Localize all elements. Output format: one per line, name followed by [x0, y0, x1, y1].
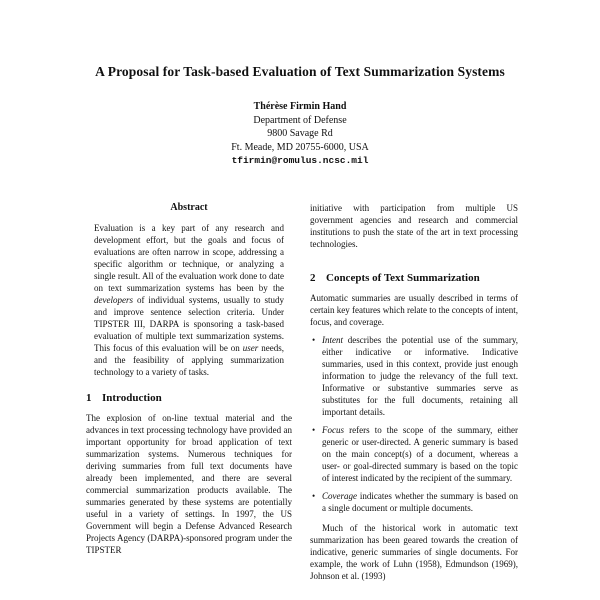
section-2-heading: [310, 272, 518, 284]
abstract-text-part3: needs, and the feasibility of applying summarization technology to a variety of tasks.: [94, 343, 284, 377]
list-item-focus: [310, 424, 518, 484]
section-2-intro: Automatic summaries are usually described in terms of certain key features which relate to the concepts of intent, focus, and coverage.: [310, 293, 518, 327]
abstract-text: [94, 222, 284, 378]
abstract-emph-developers: developers: [94, 295, 133, 305]
concepts-list: [310, 334, 518, 514]
bullet-icon: •: [312, 491, 316, 501]
abstract-text-part2: of individual systems, usually to study and improve sentence selection criteria. Under TIPSTER III, DARPA is sponsoring a task-based evaluation of multiple text summarization systems. This focus of this evaluation will be on: [94, 295, 284, 353]
section-1-heading: [86, 392, 292, 404]
section-2-number: 2: [310, 272, 316, 284]
term-intent: Intent: [322, 335, 343, 345]
author-address-line2: Ft. Meade, MD 20755-6000, USA: [231, 141, 369, 153]
author-email: tfirmin@romulus.ncsc.mil: [231, 155, 369, 166]
author-affiliation: Department of Defense: [253, 114, 347, 126]
paper-title: A Proposal for Task-based Evaluation of Text Summarization Systems: [95, 64, 505, 79]
bullet-icon: •: [312, 335, 316, 345]
abstract-heading: Abstract: [170, 202, 208, 213]
right-column: [310, 202, 518, 582]
section-1-number: 1: [86, 392, 92, 404]
term-coverage: Coverage: [322, 491, 357, 501]
section-1-text: The explosion of on-line textual material and the advances in text processing technology have provided an important opportunity for broad application of text summarization systems. Numerous techniques for deriving summaries from full text documents have already been implemented, and there are several commercial summarization products available. The summaries generated by these systems are potentially useful in a variety of settings. In 1997, the US Government will begin a Defense Advanced Research Projects Agency (DARPA)-sponsored program under the TIPSTER: [86, 413, 292, 555]
author-name: Thérèse Firmin Hand: [253, 101, 347, 112]
list-item-coverage: [310, 490, 518, 514]
list-item-intent: [310, 334, 518, 418]
bullet-icon: •: [312, 425, 316, 435]
author-address-line1: 9800 Savage Rd: [267, 128, 333, 139]
text-coverage: indicates whether the summary is based on a single document or multiple documents.: [322, 491, 518, 513]
abstract-emph-user: user: [242, 343, 259, 353]
section-2-closing: Much of the historical work in automatic text summarization has been geared towards the creation of indicative, generic summaries of single documents. For example, the work of Luhn (1958), Edmundson (1969), Johnson et al. (1993): [310, 523, 518, 581]
abstract-text-part1: Evaluation is a key part of any research and development effort, but the goals and focus of evaluations are often narrow in scope, addressing a specific algorithm or technique, or analyzing a single result. All of the evaluation work done to date on text summarization systems has been by the: [94, 223, 284, 293]
text-focus: refers to the scope of the summary, either generic or user-directed. A generic summary is based on the main concept(s) of a document, whereas a user- or goal-directed summary is based on the topic of interest indicated by the recipient of the summary.: [322, 425, 518, 483]
term-focus: Focus: [322, 425, 344, 435]
left-column: [86, 202, 292, 556]
author-block: [0, 100, 600, 168]
section-2-title: Concepts of Text Summarization: [326, 272, 480, 284]
intro-continuation: initiative with participation from multiple US government agencies and research and commercial institutions to push the state of the art in text processing technologies.: [310, 203, 518, 249]
text-intent: describes the potential use of the summary, either indicative or informative. Indicative summaries, used in this context, provide just enough information to judge the relevancy of the full text. Informative or substantive summaries serve as substitutes for the full documents, retaining all important details.: [322, 335, 518, 417]
section-1-title: Introduction: [102, 392, 162, 404]
